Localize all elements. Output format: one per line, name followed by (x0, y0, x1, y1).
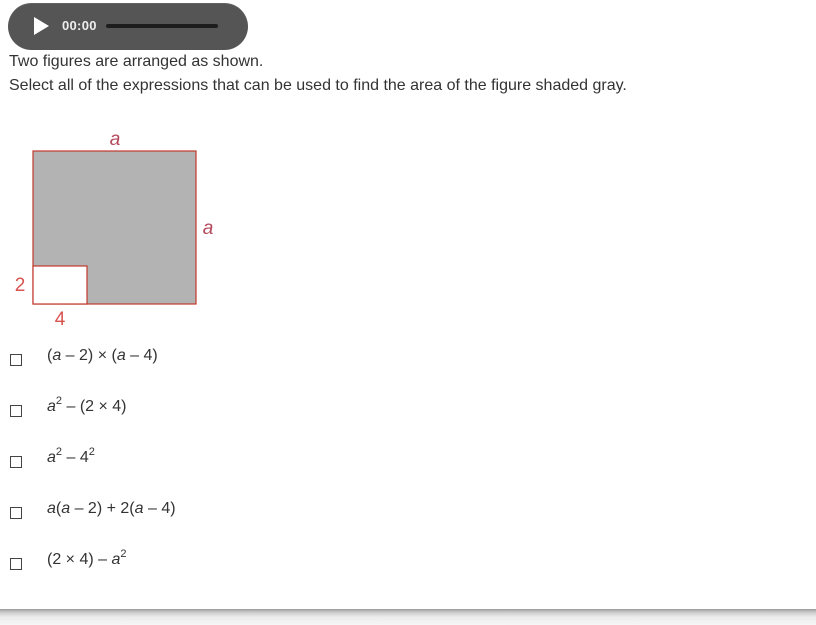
checkbox[interactable] (10, 558, 22, 570)
choice-expression: a(a – 2) + 2(a – 4) (47, 500, 176, 517)
answer-choice[interactable] (0, 447, 400, 481)
checkbox[interactable] (10, 456, 22, 468)
answer-choice[interactable] (0, 345, 400, 379)
answer-choice[interactable] (0, 498, 400, 532)
audio-time: 00:00 (62, 18, 97, 33)
audio-seek-bar[interactable] (106, 24, 218, 28)
audio-player (8, 3, 248, 50)
choice-expression: $a^2 - 4^2$ (47, 446, 95, 466)
small-rectangle (33, 266, 87, 304)
play-icon[interactable] (34, 17, 49, 35)
checkbox[interactable] (10, 507, 22, 519)
answer-choice[interactable] (0, 396, 400, 430)
question-instruction: Select all of the expressions that can be used to find the area of the figure shaded gray. (9, 77, 627, 94)
label-top-a: a (109, 129, 121, 150)
checkbox[interactable] (10, 354, 22, 366)
label-small-width: 4 (54, 309, 66, 330)
page-bottom-divider (0, 609, 816, 625)
answer-choice[interactable] (0, 549, 400, 583)
choice-expression: (a – 2) × (a – 4) (47, 347, 158, 364)
checkbox[interactable] (10, 405, 22, 417)
question-intro: Two figures are arranged as shown. (9, 53, 264, 70)
area-figure (0, 120, 240, 335)
choice-expression: $(2 \times 4) - a^2$ (47, 548, 127, 568)
choice-expression: $a^2 - (2 \times 4)$ (47, 395, 127, 415)
label-small-height: 2 (14, 275, 26, 296)
label-right-a: a (202, 218, 214, 239)
